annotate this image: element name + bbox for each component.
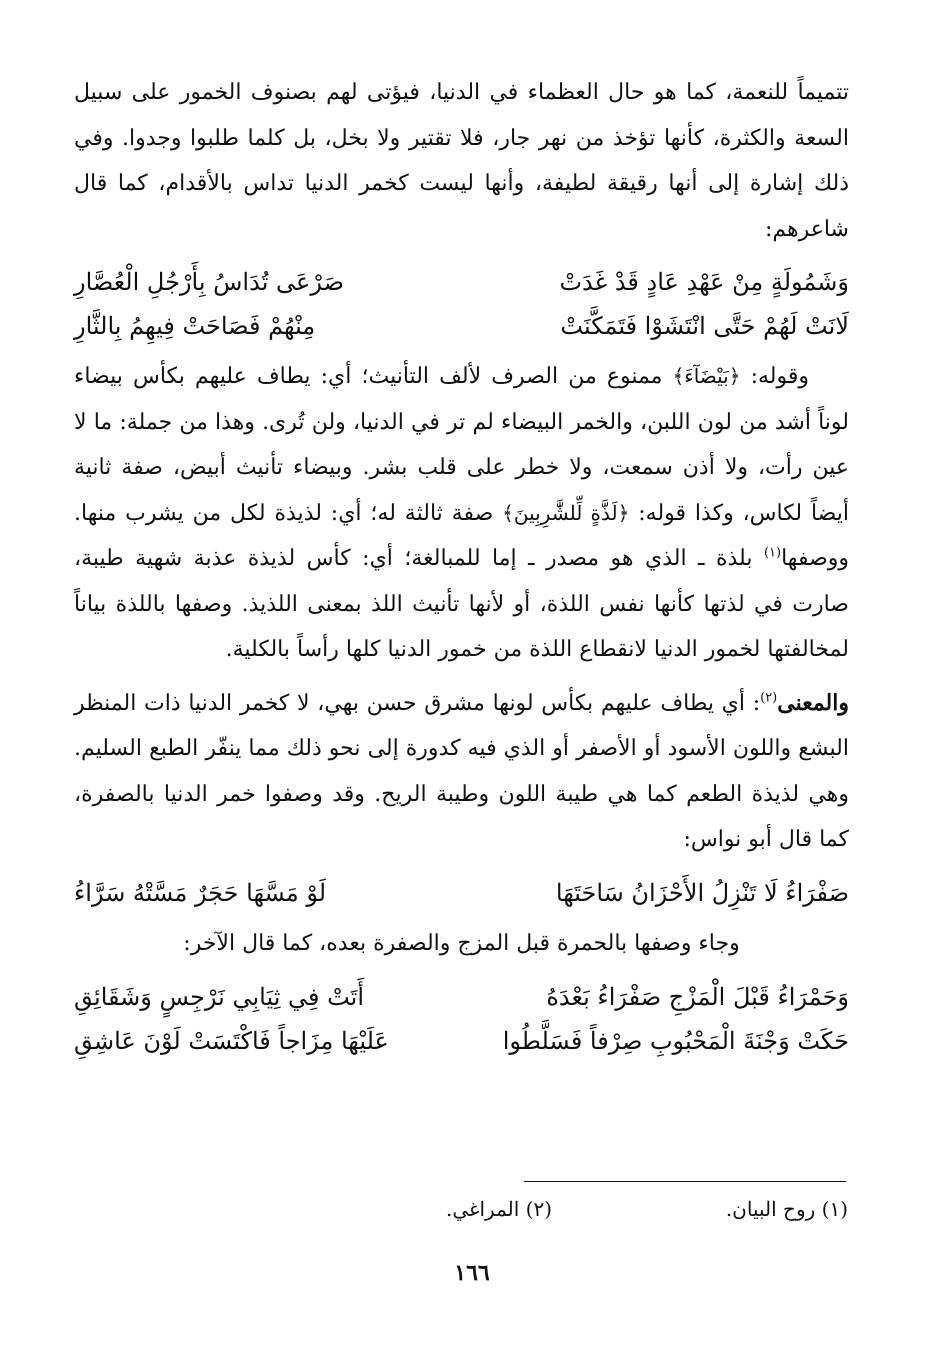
commentary-paragraph bbox=[74, 354, 849, 673]
commentary-text-3: بلذة ـ الذي هو مصدر ـ إما للمبالغة؛ أي: كأس لذيذة عذبة شهية طيبة، صارت في لذتها كأنها نفس اللذة، أو لأنها تأنيث اللذ بمعنى اللذيذ. وصفها باللذة بياناً لمخالفتها لخمور الدنيا لانقطاع اللذة من خمور الدنيا كلها رأساً بالكلية. bbox=[74, 546, 849, 662]
hemistich-right: وَشَمُولَةٍ مِنْ عَهْدِ عَادٍ قَدْ غَدَتْ bbox=[559, 268, 849, 296]
hemistich-right: وَحَمْرَاءُ قَبْلَ الْمَزْجِ صَفْرَاءُ بَعْدَهُ bbox=[546, 982, 849, 1011]
meaning-heading: والمعنى bbox=[777, 689, 849, 716]
commentary-text-1: ممنوع من الصرف لألف التأنيث؛ أي: يطاف عليهم بكأس بيضاء لوناً أشد من لون اللبن، والخمر البيضاء لم تر في الدنيا، ولن تُرى. وهذا من جملة: ما لا عين رأت، ولا أذن سمعت، ولا خطر على قلب بشر. وبيضاء تأنيث أبيض، صفة ثانية أيضاً لكاس، وكذا قوله: bbox=[74, 364, 849, 526]
commentary-lead: وقوله: bbox=[740, 364, 809, 389]
meaning-text: : أي يطاف عليهم بكأس لونها مشرق حسن بهي، لا كخمر الدنيا ذات المنظر البشع واللون الأسود أو الأصفر أو الذي فيه كدورة إلى نحو ذلك مما ينفّر الطبع السليم. وهي لذيذة الطعم كما هي طيبة اللون وطيبة الريح. وقد وصفوا خمر الدنيا بالصفرة، كما قال أبو نواس: bbox=[74, 690, 849, 852]
hemistich-left: مِنْهُمْ فَصَاحَتْ فِيهِمُ بِالثَّارِ bbox=[74, 312, 316, 340]
commentary-text-2: صفة ثالثة له؛ أي: لذيذة لكل من يشرب منها. ووصفها bbox=[74, 500, 849, 571]
hemistich-left: عَلَيْهَا مِزَاجاً فَاكْتَسَتْ لَوْنَ عَاشِقِ bbox=[74, 1026, 389, 1055]
footnote-ref-1[interactable]: (١) bbox=[763, 545, 782, 561]
poem-1-line-2 bbox=[74, 304, 849, 348]
footnote-ref-2[interactable]: (٢) bbox=[760, 690, 778, 706]
hemistich-left: لَوْ مَسَّهَا حَجَرٌ مَسَّتْهُ سَرَّاءُ bbox=[74, 878, 327, 907]
footnote-1: (١) روح البيان. bbox=[725, 1197, 848, 1221]
page-body bbox=[74, 70, 849, 1069]
poem-1-line-1 bbox=[74, 260, 849, 304]
intro-text: تتميماً للنعمة، كما هو حال العظماء في الدنيا، فيؤتى لهم بصنوف الخمور على سبيل السعة والكثرة، كأنها تؤخذ من نهر جار، فلا تقتير ولا بخل، بل كلما طلبوا وجدوا. وفي ذلك إشارة إلى أنها رقيقة لطيفة، وأنها ليست كخمر الدنيا تداس بالأقدام، كما قال شاعرهم: bbox=[74, 80, 849, 242]
poem-3-line-2 bbox=[74, 1019, 849, 1063]
poem-2 bbox=[74, 871, 849, 915]
intro-paragraph bbox=[74, 70, 849, 252]
quran-quote-lazzah: ﴿لَذَّةٍ لِّلشَّٰرِبِينَ﴾ bbox=[502, 500, 630, 525]
hemistich-left: أَتَتْ فِي ثِيَابِي نَرْجِسٍ وَشَقَائِقِ bbox=[74, 982, 365, 1011]
poem-3-line-1 bbox=[74, 975, 849, 1019]
footnote-2: (٢) المراغي. bbox=[445, 1197, 552, 1221]
hemistich-right: صَفْرَاءُ لَا تَنْزِلُ الأَحْزَانُ سَاحَتَهَا bbox=[555, 878, 849, 907]
footnote-divider bbox=[524, 1181, 846, 1182]
page-number: ١٦٦ bbox=[454, 1260, 490, 1286]
meaning-paragraph bbox=[74, 681, 849, 863]
poem-3 bbox=[74, 975, 849, 1063]
hemistich-right: حَكَتْ وَجْنَةَ الْمَحْبُوبِ صِرْفاً فَسَلَّطُوا bbox=[502, 1026, 849, 1055]
hemistich-right: لَانَتْ لَهُمْ حَتَّى انْتَشَوْا فَتَمَكَّنَتْ bbox=[560, 312, 849, 340]
transition-text: وجاء وصفها بالحمرة قبل المزج والصفرة بعده، كما قال الآخر: bbox=[183, 930, 740, 956]
transition-line bbox=[74, 921, 849, 967]
quran-quote-baydaa: ﴿بَيْضَآءَ﴾ bbox=[672, 364, 741, 388]
hemistich-left: صَرْعَى تُدَاسُ بِأَرْجُلِ الْعُصَّارِ bbox=[74, 268, 344, 296]
poem-1 bbox=[74, 260, 849, 348]
poem-2-line-1 bbox=[74, 871, 849, 915]
